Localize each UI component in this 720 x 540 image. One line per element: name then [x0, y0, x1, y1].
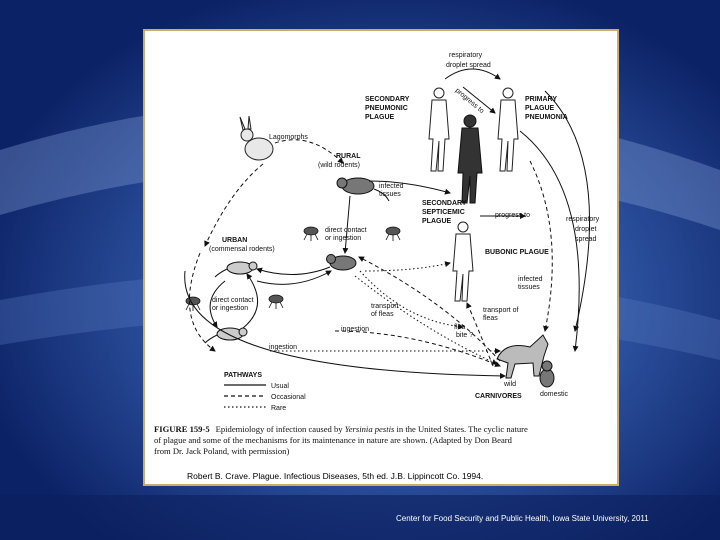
- label-transport-fleas-right-2: fleas: [483, 315, 498, 322]
- caption-figure-label: FIGURE 159-5: [154, 424, 210, 434]
- label-flea-bite-2: bite ?: [456, 332, 474, 339]
- arrow-rural-to-center: [345, 196, 350, 253]
- label-ingestion-bottom: ingestion: [269, 344, 298, 351]
- legend-title: PATHWAYS: [224, 372, 262, 379]
- label-secondary-septicemic-1: SECONDARY: [422, 200, 467, 207]
- label-direct-contact-center-1: direct contact: [325, 227, 367, 234]
- label-direct-contact-center-2: or ingestion: [325, 235, 362, 242]
- label-secondary-pneumonic-2: PNEUMONIC: [365, 105, 408, 112]
- arrow-center-to-urban: [257, 267, 330, 275]
- plague-epidemiology-diagram: [145, 31, 617, 484]
- arrow-pneumonic-loop: [445, 69, 500, 79]
- label-domestic: domestic: [540, 391, 569, 398]
- label-secondary-septicemic-3: PLAGUE: [422, 218, 452, 225]
- arrow-lagomorph-rural: [275, 140, 343, 163]
- arrow-top-outer: [545, 91, 590, 331]
- label-rural-1: RURAL: [336, 153, 361, 160]
- flea-icon-center-left: [304, 227, 318, 241]
- figure-frame: [143, 29, 619, 486]
- arrow-urban-to-center: [257, 271, 331, 284]
- label-wild: wild: [504, 381, 517, 388]
- label-primary-plague-2: PLAGUE: [525, 105, 555, 112]
- human-figure-primary-plague: [498, 88, 518, 171]
- human-figure-bubonic: [453, 222, 473, 301]
- flea-icon-right: [269, 295, 283, 309]
- label-infected-tissues-right-2: tissues: [518, 284, 540, 291]
- label-infected-tissues-top-1: infected: [379, 183, 404, 190]
- slide-footer: Center for Food Security and Public Health, Iowa State University, 2011: [396, 514, 649, 523]
- label-rural-2: (wild rodents): [318, 162, 361, 169]
- label-infected-tissues-right-1: infected: [518, 276, 543, 283]
- label-respiratory-top-2: droplet spread: [446, 62, 491, 69]
- urban-rat-icon-bottom: [205, 328, 247, 343]
- label-direct-contact-left-2: or ingestion: [212, 305, 249, 312]
- label-secondary-pneumonic-1: SECONDARY: [365, 96, 410, 103]
- label-direct-contact-left-1: direct contact: [212, 297, 254, 304]
- label-transport-fleas-left-1: transport: [371, 303, 399, 310]
- human-figure-septicemic: [458, 115, 482, 203]
- label-respiratory-right-1: respiratory: [566, 216, 600, 223]
- figure-caption: [154, 424, 528, 456]
- label-carnivores: CARNIVORES: [475, 393, 522, 400]
- wild-carnivore-icon: [497, 335, 548, 378]
- caption-text-1a: Epidemiology of infection caused by: [215, 424, 345, 434]
- arrow-flea-bite: [360, 271, 463, 327]
- label-respiratory-top-1: respiratory: [449, 52, 483, 59]
- domestic-cat-icon: [540, 361, 554, 387]
- label-bubonic-plague: BUBONIC PLAGUE: [485, 249, 549, 256]
- label-primary-plague-3: PNEUMONIA: [525, 114, 568, 121]
- label-transport-fleas-left-2: of fleas: [371, 311, 394, 318]
- source-credit: Robert B. Crave. Plague. Infectious Diseases, 5th ed. J.B. Lippincott Co. 1994.: [187, 471, 484, 481]
- human-figure-secondary-pneumonic: [429, 88, 449, 171]
- caption-line-1: [154, 424, 528, 434]
- legend-label-rare: Rare: [271, 405, 287, 412]
- arrow-secondary-to-primary: [530, 161, 552, 331]
- label-ingestion-center: ingestion: [341, 326, 370, 333]
- legend-label-usual: Usual: [271, 383, 289, 390]
- urban-rat-icon-top: [215, 262, 257, 277]
- label-infected-tissues-top-2: tissues: [379, 191, 401, 198]
- label-progress-mid: progress to: [495, 212, 531, 219]
- label-transport-fleas-right-1: transport of: [483, 307, 519, 314]
- caption-species: Yersinia pestis: [344, 424, 395, 434]
- caption-line-3: from Dr. Jack Poland, with permission): [154, 446, 290, 456]
- label-respiratory-right-3: spread: [575, 236, 597, 243]
- label-flea-bite-1: flea: [454, 324, 466, 331]
- arrow-rural-lagomorph: [205, 164, 263, 246]
- center-rodent-icon: [327, 255, 357, 271]
- arrow-respiratory-right: [520, 131, 579, 351]
- label-urban-1: URBAN: [222, 237, 248, 244]
- label-lagomorphs: Lagomorphs: [269, 134, 308, 141]
- caption-line-2: of plague and some of the mechanisms for its maintenance in nature are shown. (Adapted by Don Beard: [154, 435, 512, 445]
- label-secondary-pneumonic-3: PLAGUE: [365, 114, 395, 121]
- pathways-legend: [224, 372, 306, 412]
- label-respiratory-right-2: droplet: [575, 226, 597, 233]
- legend-label-occasional: Occasional: [271, 394, 306, 401]
- label-progress-top: progress to: [453, 87, 486, 116]
- flea-icon-center-right: [386, 227, 400, 241]
- label-primary-plague-1: PRIMARY: [525, 96, 558, 103]
- label-urban-2: (commensal rodents): [209, 246, 275, 253]
- arrow-urban-loop-left: [210, 281, 225, 327]
- label-secondary-septicemic-2: SEPTICEMIC: [422, 209, 465, 216]
- caption-text-1b: in the United States. The cyclic nature: [394, 424, 528, 434]
